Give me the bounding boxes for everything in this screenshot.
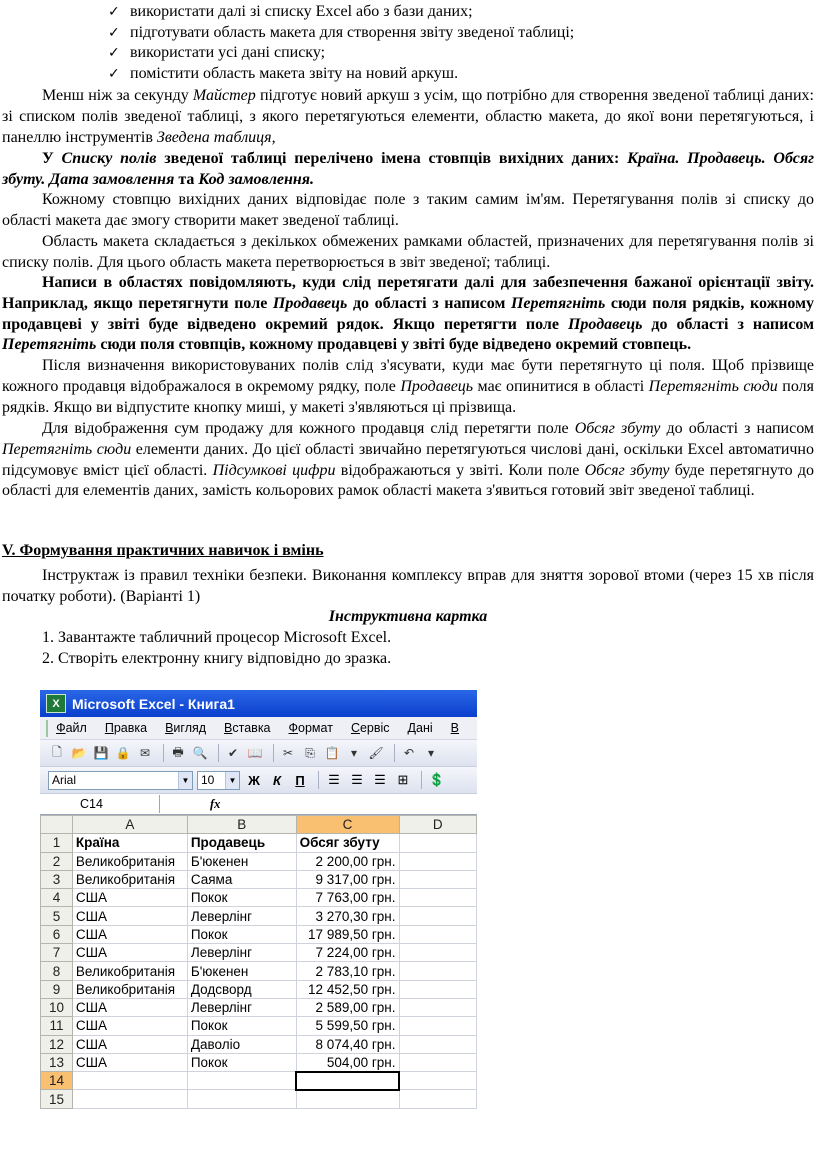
paragraph-sums: Для відображення сум продажу для кожного продавця слід перетягти поле Обсяг збуту до області з написом Перетягніть сюди елементи даних. До цієї області звичайно перетягуються числові дані, оскільки Excel автоматично підсумовує вміст цієї області. Підсумкові цифри відображаються у звіті. Коли поле Обсяг збуту буде перетягнуто до області для елементів даних, замість кольорових рамок області макета з'явиться готовий звіт зведеної таблиці. <box>2 420 815 500</box>
card-title: Інструктивна картка <box>328 608 488 625</box>
cell-a[interactable]: США <box>72 907 187 925</box>
row-header[interactable]: 3 <box>41 870 73 888</box>
menu-view[interactable]: Вигляд <box>165 721 207 735</box>
cell-b[interactable]: Продавець <box>187 834 296 852</box>
cell-b[interactable]: Леверлінг <box>187 998 296 1016</box>
table-row <box>41 1090 477 1108</box>
title-bar <box>40 690 477 717</box>
cell-d[interactable] <box>399 1053 477 1071</box>
align-center-icon[interactable]: ☰ <box>351 772 363 787</box>
cell-b[interactable] <box>187 1090 296 1108</box>
cell-a[interactable]: США <box>72 998 187 1016</box>
toolbar-separator <box>318 771 319 789</box>
menu-bar <box>40 717 477 740</box>
cell-c[interactable] <box>296 1090 399 1108</box>
table-row <box>41 1072 477 1090</box>
row-header[interactable]: 10 <box>41 998 73 1016</box>
italic-button[interactable]: К <box>273 772 281 788</box>
cell-b[interactable]: Покок <box>187 925 296 943</box>
cell-a[interactable]: Країна <box>72 834 187 852</box>
cell-d[interactable] <box>399 998 477 1016</box>
list-item: ✓ використати далі зі списку Excel або з бази даних; <box>108 2 574 23</box>
font-name-select[interactable]: Arial ▼ <box>48 771 193 790</box>
open-folder-icon[interactable]: 📂 <box>71 746 87 760</box>
cell-d[interactable] <box>399 907 477 925</box>
cell-b[interactable]: Леверлінг <box>187 944 296 962</box>
checkmark-icon: ✓ <box>108 45 120 61</box>
save-icon[interactable]: 💾 <box>93 746 109 760</box>
cell-b[interactable]: Саяма <box>187 870 296 888</box>
cell-d[interactable] <box>399 1072 477 1090</box>
list-item: ✓ помістити область макета звіту на новий аркуш. <box>108 64 574 85</box>
checkmark-icon: ✓ <box>108 65 120 82</box>
cell-b[interactable]: Додсворд <box>187 980 296 998</box>
table-row <box>41 925 477 943</box>
row-header[interactable]: 9 <box>41 980 73 998</box>
cell-a[interactable] <box>72 1072 187 1090</box>
toolbar-separator <box>394 744 395 762</box>
table-row <box>41 998 477 1016</box>
worksheet-grid <box>40 815 477 1109</box>
paste-icon[interactable]: 📋 <box>324 746 340 760</box>
cell-a[interactable]: Великобританія <box>72 870 187 888</box>
cell-c[interactable]: 3 270,30 грн. <box>296 907 399 925</box>
cell-a[interactable]: США <box>72 1017 187 1035</box>
cell-d[interactable] <box>399 1090 477 1108</box>
table-row <box>41 870 477 888</box>
column-header-b[interactable]: B <box>187 816 296 834</box>
undo-dropdown-icon[interactable]: ▾ <box>427 746 435 760</box>
table-row <box>41 1035 477 1053</box>
research-icon[interactable]: 📖 <box>247 746 263 760</box>
toolbar-separator <box>421 771 422 789</box>
chevron-down-icon: ▼ <box>178 772 192 789</box>
table-row <box>41 1017 477 1035</box>
cell-d[interactable] <box>399 852 477 870</box>
undo-icon[interactable]: ↶ <box>403 746 415 760</box>
table-row <box>41 889 477 907</box>
workbook-icon[interactable] <box>46 720 48 737</box>
cell-c[interactable]: 8 074,40 грн. <box>296 1035 399 1053</box>
cell-a[interactable]: Великобританія <box>72 852 187 870</box>
cell-a[interactable]: США <box>72 889 187 907</box>
cell-d[interactable] <box>399 925 477 943</box>
cell-c[interactable]: 504,00 грн. <box>296 1053 399 1071</box>
cell-b[interactable]: Б'юкенен <box>187 962 296 980</box>
step-1: 1. Завантажте табличний процесор Microsoft Excel. <box>42 629 392 646</box>
spelling-icon[interactable]: ✔ <box>227 746 239 760</box>
cell-c[interactable] <box>296 1072 399 1090</box>
column-header-row <box>41 816 477 834</box>
cell-a[interactable]: США <box>72 1053 187 1071</box>
cell-c[interactable]: 2 589,00 грн. <box>296 998 399 1016</box>
row-header[interactable]: 13 <box>41 1053 73 1071</box>
column-header-c[interactable]: C <box>296 816 399 834</box>
copy-icon[interactable]: ⎘ <box>305 745 315 760</box>
menu-tools[interactable]: Сервіс <box>350 721 390 735</box>
row-header[interactable]: 2 <box>41 852 73 870</box>
step-2: 2. Створіть електронну книгу відповідно до зразка. <box>42 650 392 667</box>
menu-file[interactable]: Файл <box>56 721 87 735</box>
paragraph-fields: Після визначення використовуваних полів слід з'ясувати, куди має бути перетягнуто ці поля. Щоб прізвище кожного продавця відображалося в окремому рядку, поле Продавець має опинитися в області Перетягніть сюди поля рядків. Якщо ви відпустите кнопку миші, у макеті з'являються ці прізвища. <box>2 357 814 416</box>
underline-button[interactable]: П <box>295 772 305 788</box>
row-header[interactable]: 15 <box>41 1090 73 1108</box>
bold-button[interactable]: Ж <box>248 772 260 788</box>
checkmark-icon: ✓ <box>108 24 120 41</box>
cell-a[interactable]: США <box>72 925 187 943</box>
cell-a[interactable]: Великобританія <box>72 980 187 998</box>
paragraph-safety: Інструктаж із правил техніки безпеки. Виконання комплексу вправ для зняття зорової втоми (через 15 хв після початку роботи). (Варіанті 1) <box>2 567 814 605</box>
cell-d[interactable] <box>399 1035 477 1053</box>
cell-c[interactable]: 7 224,00 грн. <box>296 944 399 962</box>
cell-c[interactable]: Обсяг збуту <box>296 834 399 852</box>
section-heading: V. Формування практичних навичок і вмінь <box>2 542 324 559</box>
paragraph-labels: Написи в областях повідомляють, куди слід перетягати далі для забезпечення бажаної орієнтації звіту. Наприклад, якщо перетягнути поле Продавець до області з написом Перетягніть сюди поля рядків, кожному продавцеві у звіті буде відведено окремий рядок. Якщо перетягти поле Продавець до області з написом Перетягніть сюди поля стовпців, кожному продавцеві у звіті буде відведено окремий стовпець. <box>2 274 815 354</box>
chevron-down-icon: ▼ <box>225 772 239 789</box>
function-icon[interactable]: fx <box>210 796 221 811</box>
cell-a[interactable]: Великобританія <box>72 962 187 980</box>
table-row <box>41 834 477 852</box>
column-header-d[interactable]: D <box>399 816 477 834</box>
cell-d[interactable] <box>399 870 477 888</box>
cell-d[interactable] <box>399 889 477 907</box>
paragraph-wizard: Менш ніж за секунду Майстер підготує новий аркуш з усім, що потрібно для створення зведеної таблиці даних: зі списком полів зведеної таблиці, з якого перетягуються елементи, областю макета, до якої вони перетягуються, і панеллю інструментів Зведена таблиця, <box>2 87 815 146</box>
cell-d[interactable] <box>399 962 477 980</box>
cell-b[interactable]: Леверлінг <box>187 907 296 925</box>
new-document-icon[interactable]: 🗋 <box>52 744 62 759</box>
bullet-list <box>108 2 574 84</box>
format-painter-icon[interactable]: 🖌 <box>368 746 384 760</box>
align-left-icon[interactable]: ☰ <box>328 772 340 787</box>
row-header[interactable]: 1 <box>41 834 73 852</box>
table-row <box>41 980 477 998</box>
excel-window <box>40 690 477 1130</box>
print-icon[interactable]: 🖶 <box>172 744 184 759</box>
cell-c[interactable]: 5 599,50 грн. <box>296 1017 399 1035</box>
permission-icon[interactable]: 🔒 <box>115 746 131 760</box>
cell-d[interactable] <box>399 834 477 852</box>
list-item: ✓ використати усі дані списку; <box>108 43 574 64</box>
table-row <box>41 907 477 925</box>
menu-window[interactable]: В <box>450 721 459 735</box>
cell-b[interactable]: Даволіо <box>187 1035 296 1053</box>
row-header[interactable]: 11 <box>41 1017 73 1035</box>
formatting-toolbar <box>40 767 477 794</box>
row-header[interactable]: 6 <box>41 925 73 943</box>
paragraph-field-list: У Списку полів зведеної таблиці перелічено імена стовпців вихідних даних: Країна. Продавець. Обсяг збуту. Дата замовлення та Код замовлення. <box>2 150 814 188</box>
row-header[interactable]: 4 <box>41 889 73 907</box>
merge-center-icon[interactable]: ⊞ <box>397 772 409 787</box>
row-header[interactable]: 14 <box>41 1072 73 1090</box>
currency-icon[interactable]: 💲 <box>428 772 446 787</box>
checkmark-icon: ✓ <box>108 4 120 20</box>
cell-b[interactable]: Покок <box>187 1017 296 1035</box>
paragraph-columns: Кожному стовпцю вихідних даних відповідає поле з таким самим ім'ям. Перетягування полів зі списку до області макета дає змогу створити макет зведеної таблиці. <box>2 191 814 229</box>
cell-c[interactable]: 2 200,00 грн. <box>296 852 399 870</box>
cell-b[interactable]: Покок <box>187 889 296 907</box>
cell-a[interactable]: США <box>72 1035 187 1053</box>
excel-logo-icon: X <box>46 694 66 713</box>
cell-c[interactable]: 9 317,00 грн. <box>296 870 399 888</box>
cell-d[interactable] <box>399 980 477 998</box>
cell-c[interactable]: 2 783,10 грн. <box>296 962 399 980</box>
menu-edit[interactable]: Правка <box>104 721 148 735</box>
row-header[interactable]: 5 <box>41 907 73 925</box>
cell-c[interactable]: 17 989,50 грн. <box>296 925 399 943</box>
menu-data[interactable]: Дані <box>407 721 433 735</box>
formula-bar <box>40 794 477 815</box>
cell-b[interactable] <box>187 1072 296 1090</box>
column-header-a[interactable]: A <box>72 816 187 834</box>
cell-c[interactable]: 7 763,00 грн. <box>296 889 399 907</box>
list-item: ✓ підготувати область макета для створення звіту зведеної таблиці; <box>108 23 574 44</box>
row-header[interactable]: 8 <box>41 962 73 980</box>
row-header[interactable]: 12 <box>41 1035 73 1053</box>
print-preview-icon[interactable]: 🔍 <box>192 746 208 760</box>
standard-toolbar <box>40 740 477 767</box>
menu-format[interactable]: Формат <box>288 721 333 735</box>
table-row <box>41 962 477 980</box>
toolbar-separator <box>163 744 164 762</box>
cell-c[interactable]: 12 452,50 грн. <box>296 980 399 998</box>
align-right-icon[interactable]: ☰ <box>374 772 386 787</box>
paragraph-layout-area: Область макета складається з декількох обмежених рамками областей, призначених для перетягування полів зі списку полів. Для цього область макета перетворюється в звіт зведеної; таблиці. <box>2 233 814 271</box>
menu-insert[interactable]: Вставка <box>224 721 271 735</box>
row-header[interactable]: 7 <box>41 944 73 962</box>
font-size-select[interactable]: 10 ▼ <box>197 771 240 790</box>
paste-dropdown-icon[interactable]: ▾ <box>350 746 358 760</box>
cell-d[interactable] <box>399 944 477 962</box>
cell-a[interactable]: США <box>72 944 187 962</box>
window-title: Microsoft Excel - Книга1 <box>72 695 235 712</box>
cell-a[interactable] <box>72 1090 187 1108</box>
cell-d[interactable] <box>399 1017 477 1035</box>
cell-b[interactable]: Покок <box>187 1053 296 1071</box>
table-row <box>41 944 477 962</box>
email-icon[interactable]: ✉ <box>139 746 151 760</box>
toolbar-separator <box>218 744 219 762</box>
select-all-corner[interactable] <box>41 816 73 834</box>
toolbar-separator <box>273 744 274 762</box>
cut-icon[interactable]: ✂ <box>282 746 294 760</box>
table-row <box>41 1053 477 1071</box>
cell-b[interactable]: Б'юкенен <box>187 852 296 870</box>
name-box[interactable]: C14 <box>40 795 160 813</box>
table-row <box>41 852 477 870</box>
